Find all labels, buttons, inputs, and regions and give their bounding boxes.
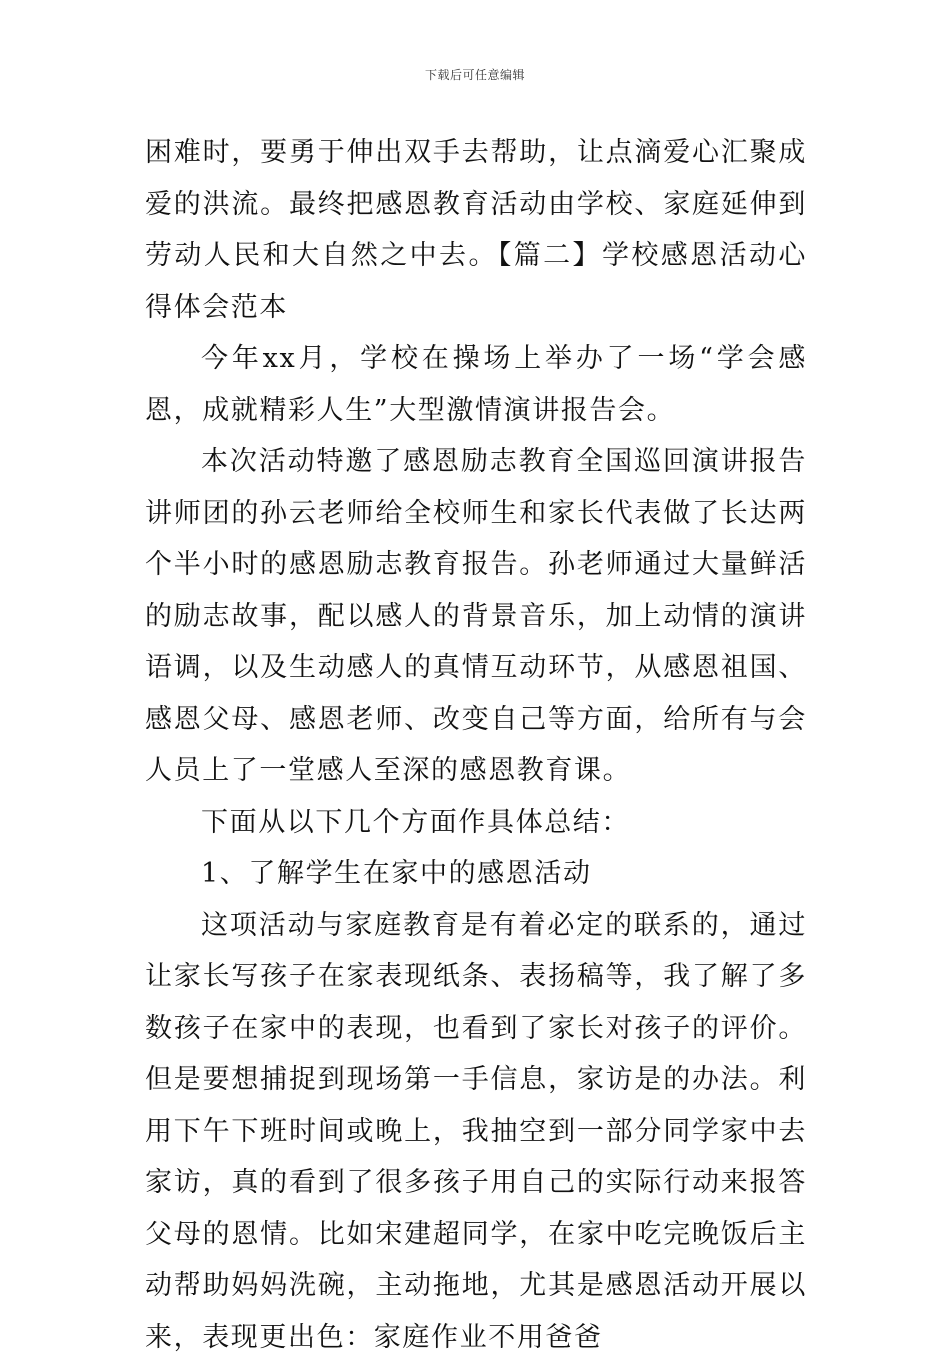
paragraph: 困难时，要勇于伸出双手去帮助，让点滴爱心汇聚成爱的洪流。最终把感恩教育活动由学校、家庭延伸到劳动人民和大自然之中去。【篇二】学校感恩活动心得体会范本 xyxy=(145,127,807,333)
paragraph: 今年xx月，学校在操场上举办了一场“学会感恩，成就精彩人生”大型激情演讲报告会。 xyxy=(145,333,807,436)
paragraph: 这项活动与家庭教育是有着必定的联系的，通过让家长写孩子在家表现纸条、表扬稿等，我了解了多数孩子在家中的表现，也看到了家长对孩子的评价。但是要想捕捉到现场第一手信息，家访是的办法。利用下午下班时间或晚上，我抽空到一部分同学家中去家访，真的看到了很多孩子用自己的实际行动来报答父母的恩情。比如宋建超同学，在家中吃完晚饭后主动帮助妈妈洗碗，主动拖地，尤其是感恩活动开展以来，表现更出色：家庭作业不用爸爸 xyxy=(145,900,807,1363)
paragraph: 下面从以下几个方面作具体总结： xyxy=(145,797,807,849)
paragraph: 本次活动特邀了感恩励志教育全国巡回演讲报告讲师团的孙云老师给全校师生和家长代表做了长达两个半小时的感恩励志教育报告。孙老师通过大量鲜活的励志故事，配以感人的背景音乐，加上动情的演讲语调，以及生动感人的真情互动环节，从感恩祖国、感恩父母、感恩老师、改变自己等方面，给所有与会人员上了一堂感人至深的感恩教育课。 xyxy=(145,436,807,797)
document-body xyxy=(145,127,807,1363)
paragraph: 1、了解学生在家中的感恩活动 xyxy=(145,848,807,900)
page-header-note: 下载后可任意编辑 xyxy=(0,66,950,83)
